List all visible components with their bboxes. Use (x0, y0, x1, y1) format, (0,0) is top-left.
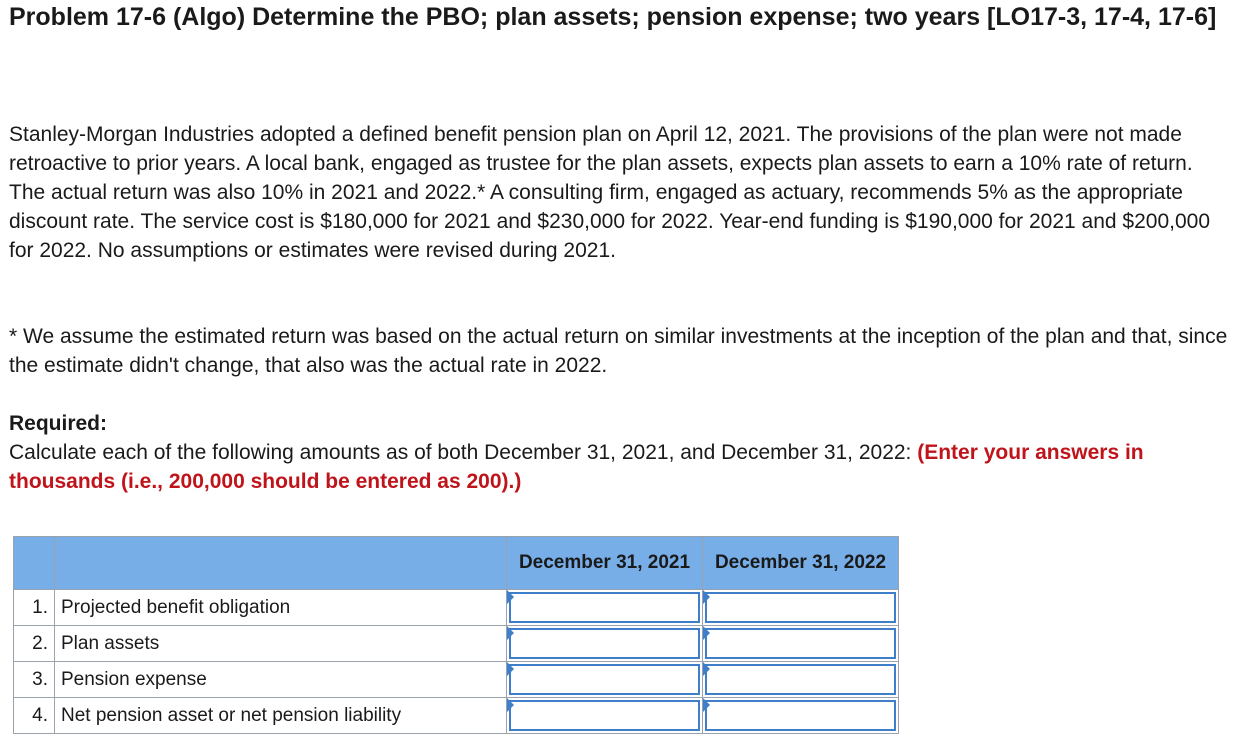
header-num (14, 537, 55, 590)
cell-2022 (703, 626, 899, 662)
answer-table (13, 536, 899, 734)
table-header-row (14, 537, 899, 590)
plan-assets-2021-input[interactable] (509, 628, 700, 659)
plan-assets-2022-input[interactable] (705, 628, 896, 659)
row-number: 1. (14, 590, 55, 626)
required-entry-note: (Enter your answers in thousands (i.e., 200,000 should be entered as 200).) (9, 441, 1144, 493)
required-text (9, 438, 1234, 496)
cell-2022 (703, 590, 899, 626)
input-marker-icon (507, 626, 514, 640)
problem-description: Stanley-Morgan Industries adopted a defined benefit pension plan on April 12, 2021. The provisions of the plan were not made retroactive to prior years. A local bank, engaged as trustee for the plan assets, expects plan assets to earn a 10% rate of return. The actual return was also 10% in 2021 and 2022.* A consulting firm, engaged as actuary, recommends 5% as the appropriate discount rate. The service cost is $180,000 for 2021 and $230,000 for 2022. Year-end funding is $190,000 for 2021 and $200,000 for 2022. No assumptions or estimates were revised during 2021. (9, 123, 1211, 262)
input-marker-icon (703, 590, 710, 604)
problem-title: Problem 17-6 (Algo) Determine the PBO; plan assets; pension expense; two years [LO17-3, 17-4, 17-6] (9, 3, 1217, 31)
cell-2022 (703, 698, 899, 734)
input-marker-icon (703, 662, 710, 676)
pension-expense-2021-input[interactable] (509, 664, 700, 695)
table-row (14, 590, 899, 626)
header-label (55, 537, 507, 590)
input-marker-icon (703, 626, 710, 640)
row-number: 2. (14, 626, 55, 662)
row-number: 3. (14, 662, 55, 698)
input-marker-icon (507, 662, 514, 676)
input-marker-icon (507, 698, 514, 712)
cell-2021 (507, 590, 703, 626)
table-row (14, 626, 899, 662)
row-label: Plan assets (55, 626, 507, 662)
row-number: 4. (14, 698, 55, 734)
cell-2021 (507, 662, 703, 698)
row-label: Net pension asset or net pension liability (55, 698, 507, 734)
net-pension-2021-input[interactable] (509, 700, 700, 731)
cell-2021 (507, 626, 703, 662)
cell-2021 (507, 698, 703, 734)
table-row (14, 662, 899, 698)
required-instruction-text: Calculate each of the following amounts as of both December 31, 2021, and December 31, 2022: (9, 441, 918, 464)
pension-expense-2022-input[interactable] (705, 664, 896, 695)
cell-2022 (703, 662, 899, 698)
pbo-2021-input[interactable] (509, 592, 700, 623)
pbo-2022-input[interactable] (705, 592, 896, 623)
table-row (14, 698, 899, 734)
net-pension-2022-input[interactable] (705, 700, 896, 731)
footnote: * We assume the estimated return was based on the actual return on similar investments at the inception of the plan and that, since the estimate didn't change, that also was the actual rate in 2022. (9, 325, 1228, 377)
row-label: Projected benefit obligation (55, 590, 507, 626)
row-label: Pension expense (55, 662, 507, 698)
input-marker-icon (507, 590, 514, 604)
header-dec-2021: December 31, 2021 (507, 537, 703, 590)
required-heading: Required: (9, 412, 108, 435)
input-marker-icon (703, 698, 710, 712)
header-dec-2022: December 31, 2022 (703, 537, 899, 590)
